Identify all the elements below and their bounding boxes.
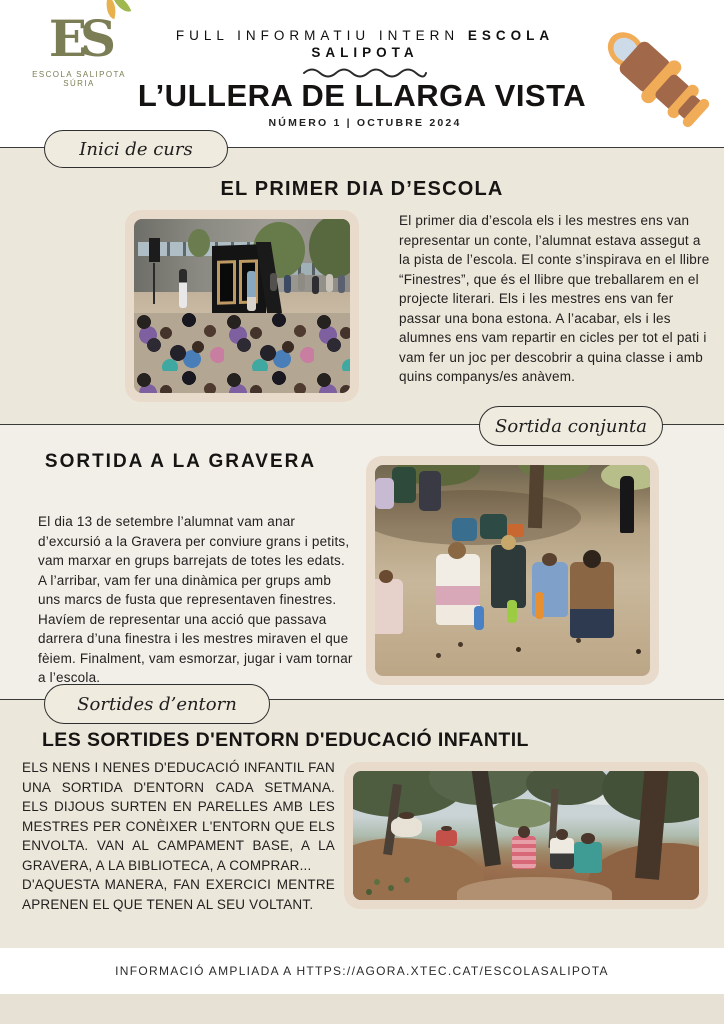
window-prop-shape <box>217 260 236 305</box>
leaf-icon <box>113 0 132 16</box>
article-title-primer-dia: EL PRIMER DIA D’ESCOLA <box>220 178 504 200</box>
newsletter-title: L’ULLERA DE LLARGA VISTA <box>137 78 587 113</box>
adult-figure <box>392 467 417 503</box>
logo-monogram <box>49 10 109 68</box>
photo-frame <box>344 762 708 909</box>
backpack-shape <box>452 518 477 541</box>
child-figure <box>550 838 574 869</box>
photo-sortides-entorn <box>353 771 699 900</box>
footer-bottom-strip <box>0 994 724 1024</box>
child-figure <box>391 817 422 836</box>
child-figure <box>375 579 403 634</box>
child-figure <box>574 842 602 873</box>
kicker-regular: FULL INFORMATIU INTERN <box>175 28 460 43</box>
child-figure <box>491 545 527 608</box>
badge-sortida-conjunta: Sortida conjunta <box>479 406 663 446</box>
tree-trunk-shape <box>528 465 544 529</box>
paragraph: D'AQUESTA MANERA, FAN EXERCICI MENTRE APRENEN EL QUE TENEN AL SEU VOLTANT. <box>22 877 335 912</box>
pinecone-dots <box>458 642 463 647</box>
child-figure <box>436 554 480 626</box>
footer-band <box>0 948 724 994</box>
child-figure <box>570 562 614 638</box>
issue-line: NÚMERO 1 | OCTUBRE 2024 <box>268 117 462 129</box>
paragraph: ELS NENS I NENES D'EDUCACIÓ INFANTIL FAN UNA SORTIDA D'ENTORN CADA SETMANA. ELS DIJOUS SURTEN EN PARELLES AMB LES MESTRES PER CONÈIXER L'ENTORN QUE ELS ENVOLTA. VAN AL CAMPAMENT BASE, A LA GRAVERA, A LA BIBLIOTECA, A COMPRAR... <box>22 760 335 873</box>
teacher-figure <box>247 271 256 311</box>
adult-figure <box>419 471 441 511</box>
wave-divider-icon <box>300 64 430 78</box>
badge-inici-de-curs: Inici de curs <box>44 130 228 168</box>
tree-shape <box>188 229 210 257</box>
badge-sortides-entorn: Sortides d’entorn <box>44 684 270 724</box>
newsletter-kicker <box>130 27 600 61</box>
teacher-figure <box>179 269 187 307</box>
article-title-entorn: LES SORTIDES D'ENTORN D'EDUCACIÓ INFANTIL <box>42 729 529 751</box>
standing-person-figure <box>620 476 634 533</box>
paragraph: El dia 13 de setembre l’alumnat vam anar d’excursió a la Gravera per conviure grans i petits, vam marxar en grups barrejats de totes les edats. <box>38 514 350 568</box>
article-body-entorn <box>22 758 335 914</box>
school-logo <box>20 10 138 88</box>
article-title-gravera: SORTIDA A LA GRAVERA <box>44 451 317 472</box>
photo-frame <box>125 210 359 402</box>
child-figure <box>375 478 394 510</box>
speaker-shape <box>149 238 160 262</box>
water-bottle-shape <box>535 592 545 619</box>
seated-children-crowd <box>134 313 350 393</box>
tree-canopy-shape <box>491 799 553 827</box>
water-bottle-shape <box>507 600 517 623</box>
telescope-icon <box>594 6 718 148</box>
backpack-shape <box>480 514 508 539</box>
water-bottle-shape <box>474 606 484 629</box>
child-figure <box>436 830 457 845</box>
footer-info-text: INFORMACIÓ AMPLIADA A HTTPS://AGORA.XTEC.CAT/ESCOLASALIPOTA <box>115 964 609 978</box>
article-body-gravera <box>38 512 354 688</box>
child-figure <box>512 836 536 870</box>
tripod-shape <box>153 263 155 305</box>
logo-city: SÚRIA <box>63 79 95 88</box>
logo-monogram-text: ES <box>48 9 110 68</box>
photo-frame <box>366 456 659 685</box>
photo-primer-dia-escola <box>134 219 350 393</box>
logo-school-name: ESCOLA SALIPOTA <box>32 70 126 79</box>
standing-people-figures <box>270 273 277 291</box>
paragraph: A l’arribar, vam fer una dinàmica per grups amb uns marcs de fusta que representaven finestres. Havíem de representar una acció que passava darrera d’una finestra i les mestres miraven el que fèiem. Finalment, vam esmorzar, jugar i vam tornar a l’escola. <box>38 572 353 685</box>
photo-sortida-gravera <box>375 465 650 676</box>
kicker-bold: ESCOLA SALIPOTA <box>311 28 555 60</box>
paragraph: El primer dia d’escola els i les mestres ens van representar un conte, l’alumnat estava assegut a la pista de l’escola. El conte s’inspirava en el llibre “Finestres”, que és el llibre que treballarem en el projecte literari. Els i les mestres ens van fer passar una bona estona. A l’acabar, els i les alumnes ens vam repartir en cicles per tot el pati i vam fer un joc per descobrir a quina classe i amb quins companys/es anàvem. <box>399 213 710 384</box>
article-body-primer-dia <box>399 211 714 387</box>
